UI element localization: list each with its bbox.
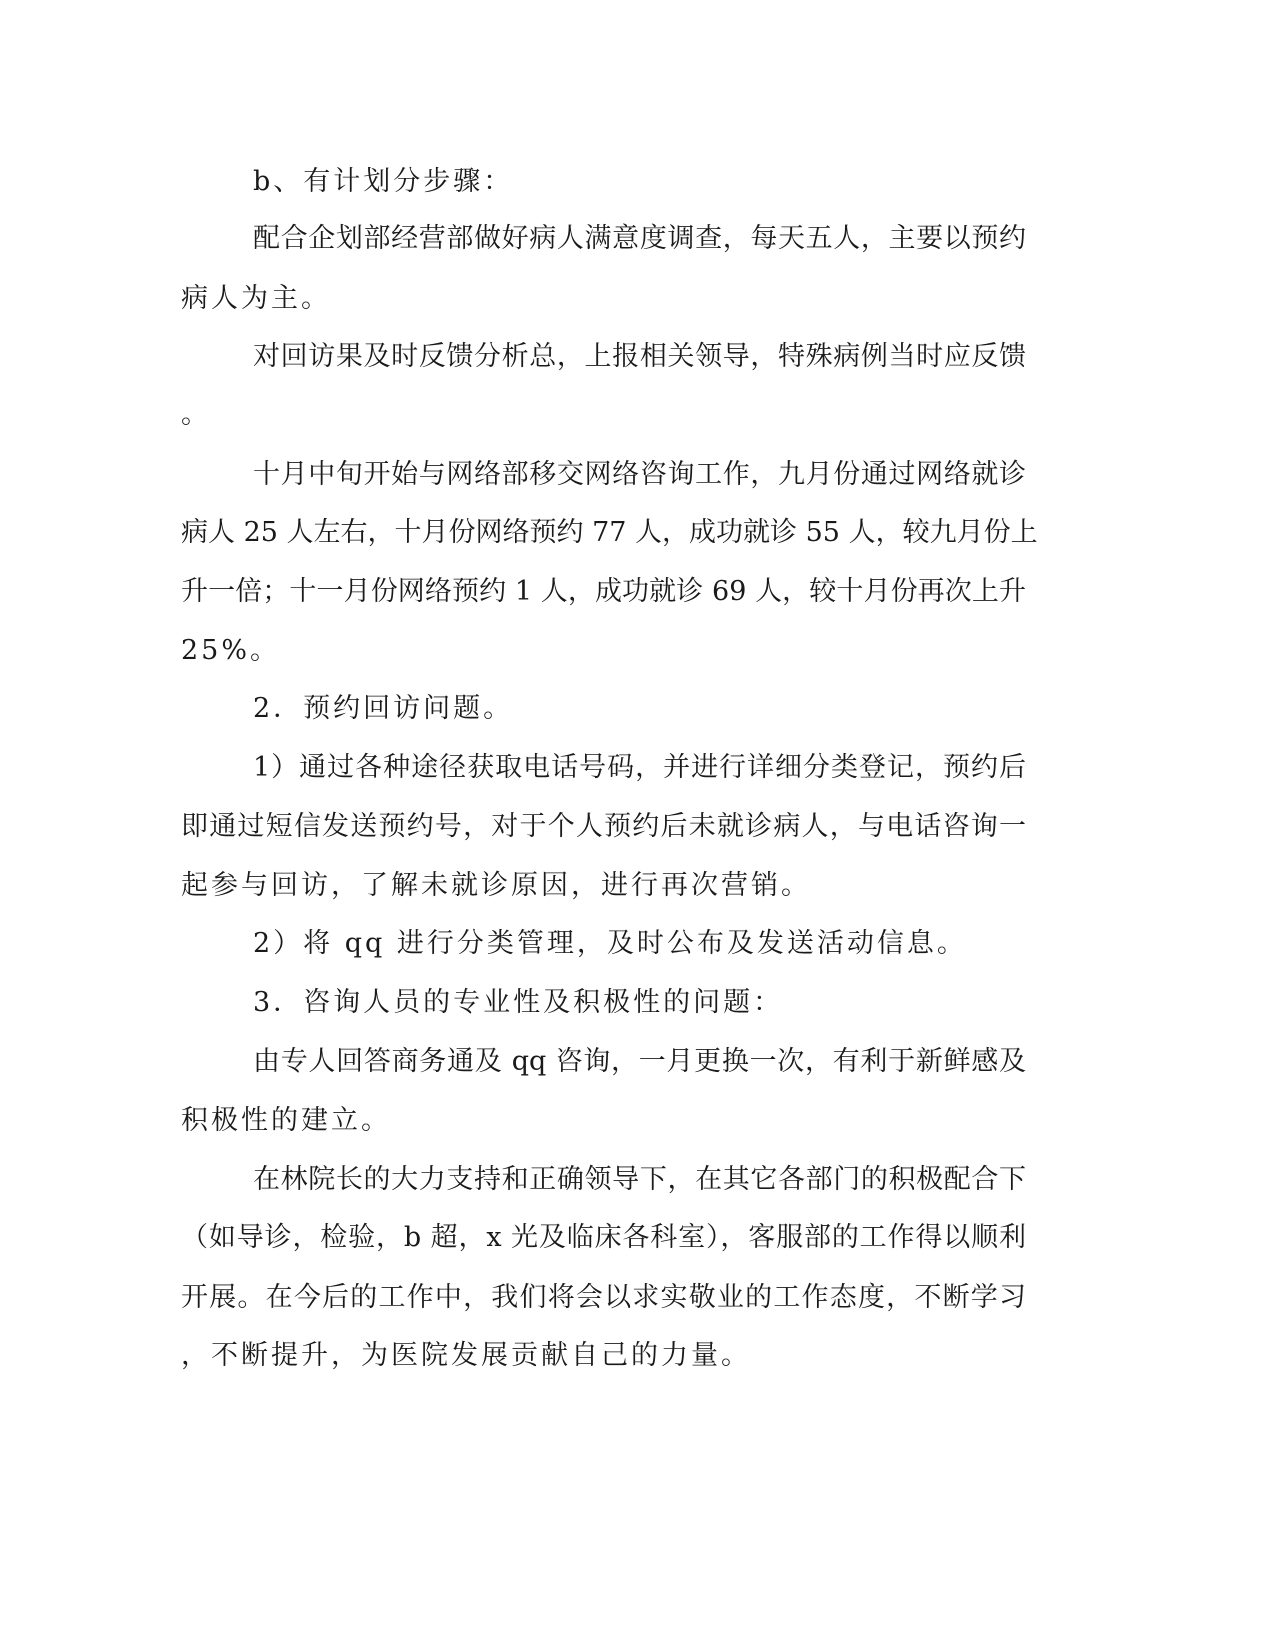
paragraph-line: ，不断提升，为医院发展贡献自己的力量。 — [181, 1340, 751, 1371]
paragraph-line: 病人为主。 — [181, 283, 331, 314]
paragraph-line: 配合企划部经营部做好病人满意度调查，每天五人，主要以预约 — [253, 223, 1026, 254]
paragraph-line: 开展。在今后的工作中，我们将会以求实敬业的工作态度，不断学习 — [181, 1282, 1026, 1313]
paragraph-line: 在林院长的大力支持和正确领导下，在其它各部门的积极配合下 — [253, 1164, 1026, 1195]
paragraph-heading-b: b、有计划分步骤： — [253, 166, 514, 197]
paragraph-line: 病人 25 人左右，十月份网络预约 77 人，成功就诊 55 人，较九月份上 — [181, 517, 1038, 548]
paragraph-line: 即通过短信发送预约号，对于个人预约后未就诊病人，与电话咨询一 — [181, 811, 1026, 842]
paragraph-line: 25%。 — [181, 635, 281, 666]
paragraph-line: （如导诊，检验，b 超，x 光及临床各科室），客服部的工作得以顺利 — [181, 1222, 1026, 1253]
paragraph-line: 起参与回访，了解未就诊原因，进行再次营销。 — [181, 870, 811, 901]
paragraph-line: 1）通过各种途径获取电话号码，并进行详细分类登记，预约后 — [253, 752, 1026, 783]
paragraph-line: 积极性的建立。 — [181, 1105, 391, 1136]
paragraph-line: 十月中旬开始与网络部移交网络咨询工作，九月份通过网络就诊 — [253, 459, 1026, 490]
paragraph-line: 。 — [181, 399, 211, 430]
paragraph-line: 由专人回答商务通及 qq 咨询，一月更换一次，有利于新鲜感及 — [253, 1046, 1026, 1077]
section-heading-3: 3．咨询人员的专业性及积极性的问题： — [253, 987, 784, 1018]
paragraph-line: 升一倍；十一月份网络预约 1 人，成功就诊 69 人，较十月份再次上升 — [181, 576, 1026, 607]
paragraph-line: 对回访果及时反馈分析总，上报相关领导，特殊病例当时应反馈 — [253, 341, 1026, 372]
section-heading-2: 2．预约回访问题。 — [253, 693, 514, 724]
paragraph-line: 2）将 qq 进行分类管理，及时公布及发送活动信息。 — [253, 928, 967, 959]
